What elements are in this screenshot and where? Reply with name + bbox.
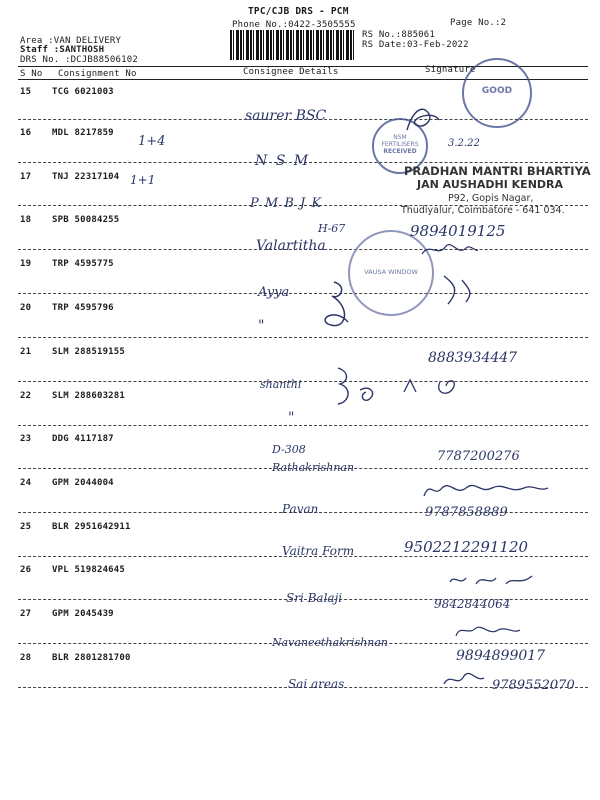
- signature-row19-mark: [438, 270, 478, 310]
- signature-row28: [440, 668, 486, 690]
- phone-row21: 8883934447: [428, 350, 518, 366]
- consignee-vaitra: Vaitra Form: [282, 544, 355, 558]
- consignee-navaneetha: Navaneethakrishnan: [272, 636, 389, 649]
- consignee-saurer: saurer BSC: [245, 108, 327, 124]
- signature-row21-mark: [400, 372, 480, 400]
- ditto-row20: ": [258, 318, 265, 334]
- consignee-d308: D-308: [272, 443, 306, 456]
- drs-number: DRS No. :DCJB88506102: [20, 55, 138, 65]
- consignee-pmbjk: P M B J K: [250, 196, 323, 211]
- phone-number: Phone No.:0422-3505555: [232, 20, 356, 30]
- row-sno: 17: [20, 172, 32, 182]
- ditto-row22: ": [288, 410, 295, 426]
- phone-row25: 9787858889: [425, 505, 508, 520]
- row-sno: 26: [20, 565, 32, 575]
- row-sno: 24: [20, 478, 32, 488]
- page-number: Page No.:2: [450, 18, 507, 28]
- phone-row23: 7787200276: [437, 449, 520, 464]
- signature-row15: [403, 100, 443, 138]
- row-consignment: SLM 288603281: [52, 391, 126, 401]
- col-consignee: Consignee Details: [243, 67, 339, 77]
- row-divider: [18, 337, 588, 338]
- row-sno: 23: [20, 434, 32, 444]
- row-consignment: TNJ 22317104: [52, 172, 120, 182]
- consignee-h67: H-67: [318, 222, 346, 235]
- phone-row28: 9894899017: [456, 648, 546, 664]
- row-consignment: GPM 2044004: [52, 478, 114, 488]
- row-consignment: VPL 519824645: [52, 565, 126, 575]
- row-consignment: BLR 2801281700: [52, 653, 131, 663]
- consignee-rathakrishnan: Rathakrishnan: [272, 461, 355, 474]
- kendra-stamp-line1: PRADHAN MANTRI BHARTIYA: [404, 164, 591, 178]
- row-divider: [18, 425, 588, 426]
- consignee-sribalaji: Sri Balaji: [286, 591, 343, 605]
- col-sno: S No: [20, 69, 43, 79]
- vausa-stamp: VAUSA WINDOW: [348, 230, 434, 316]
- signature-row27: [452, 622, 522, 640]
- row-consignment: SLM 288519155: [52, 347, 126, 357]
- nsm-received-stamp: NSM FERTILISERS RECEIVED: [372, 118, 428, 174]
- kendra-stamp-line4: Thudiyalur, Coimbatore - 641 034.: [401, 205, 565, 216]
- row-sno: 27: [20, 609, 32, 619]
- phone-row28-b: 9789552070: [492, 678, 575, 693]
- row-consignment: BLR 2951642911: [52, 522, 131, 532]
- col-consignment: Consignment No: [58, 69, 137, 79]
- phone-row25-b: 9502212291120: [404, 538, 529, 556]
- signature-row21: [334, 364, 384, 412]
- drs-title: TPC/CJB DRS - PCM: [248, 6, 349, 17]
- consignee-shanthi: shanthi: [260, 378, 302, 391]
- rs-date: RS Date:03-Feb-2022: [362, 40, 469, 50]
- row-divider: [18, 381, 588, 382]
- row-sno: 20: [20, 303, 32, 313]
- row-sno: 18: [20, 215, 32, 225]
- sign-date: 3.2.22: [448, 138, 480, 149]
- row-sno: 21: [20, 347, 32, 357]
- barcode: [230, 30, 354, 60]
- row-consignment: TRP 4595796: [52, 303, 114, 313]
- row-consignment: TRP 4595775: [52, 259, 114, 269]
- consignee-pavan: Pavan: [282, 502, 319, 516]
- signature-row26: [446, 570, 536, 590]
- col-signature: Signature: [425, 65, 476, 75]
- signature-row24: [420, 478, 550, 500]
- row-consignment: SPB 50084255: [52, 215, 120, 225]
- consignee-ayya: Ayya: [258, 285, 290, 300]
- area-label: Area :VAN DELIVERY: [20, 36, 122, 46]
- row-consignment: MDL 8217859: [52, 128, 114, 138]
- good-stamp: GOOD: [462, 58, 532, 128]
- signature-row18: [420, 240, 480, 260]
- row-sno: 15: [20, 87, 32, 97]
- row-sno: 16: [20, 128, 32, 138]
- consignee-saiareas: Sai areas: [288, 677, 345, 691]
- row-divider: [18, 293, 588, 294]
- consignee-valartitha: Valartitha: [256, 238, 326, 254]
- staff-label: Staff :SANTHOSH: [20, 45, 105, 55]
- row-sno: 22: [20, 391, 32, 401]
- phone-row27: 9842844064: [434, 597, 511, 611]
- rs-number: RS No.:885061: [362, 30, 436, 40]
- handwritten-qty-16: 1+4: [138, 134, 166, 149]
- row-sno: 28: [20, 653, 32, 663]
- row-sno: 25: [20, 522, 32, 532]
- row-consignment: TCG 6021003: [52, 87, 114, 97]
- signature-row19: [318, 278, 368, 338]
- row-consignment: DDG 4117187: [52, 434, 114, 444]
- phone-row18: 9894019125: [410, 222, 506, 240]
- handwritten-qty-17: 1+1: [130, 173, 156, 187]
- consignee-nsm: N S M: [255, 153, 311, 169]
- row-sno: 19: [20, 259, 32, 269]
- kendra-stamp-line3: P92, Gopis Nagar,: [448, 193, 534, 204]
- row-consignment: GPM 2045439: [52, 609, 114, 619]
- kendra-stamp-line2: JAN AUSHADHI KENDRA: [417, 178, 564, 191]
